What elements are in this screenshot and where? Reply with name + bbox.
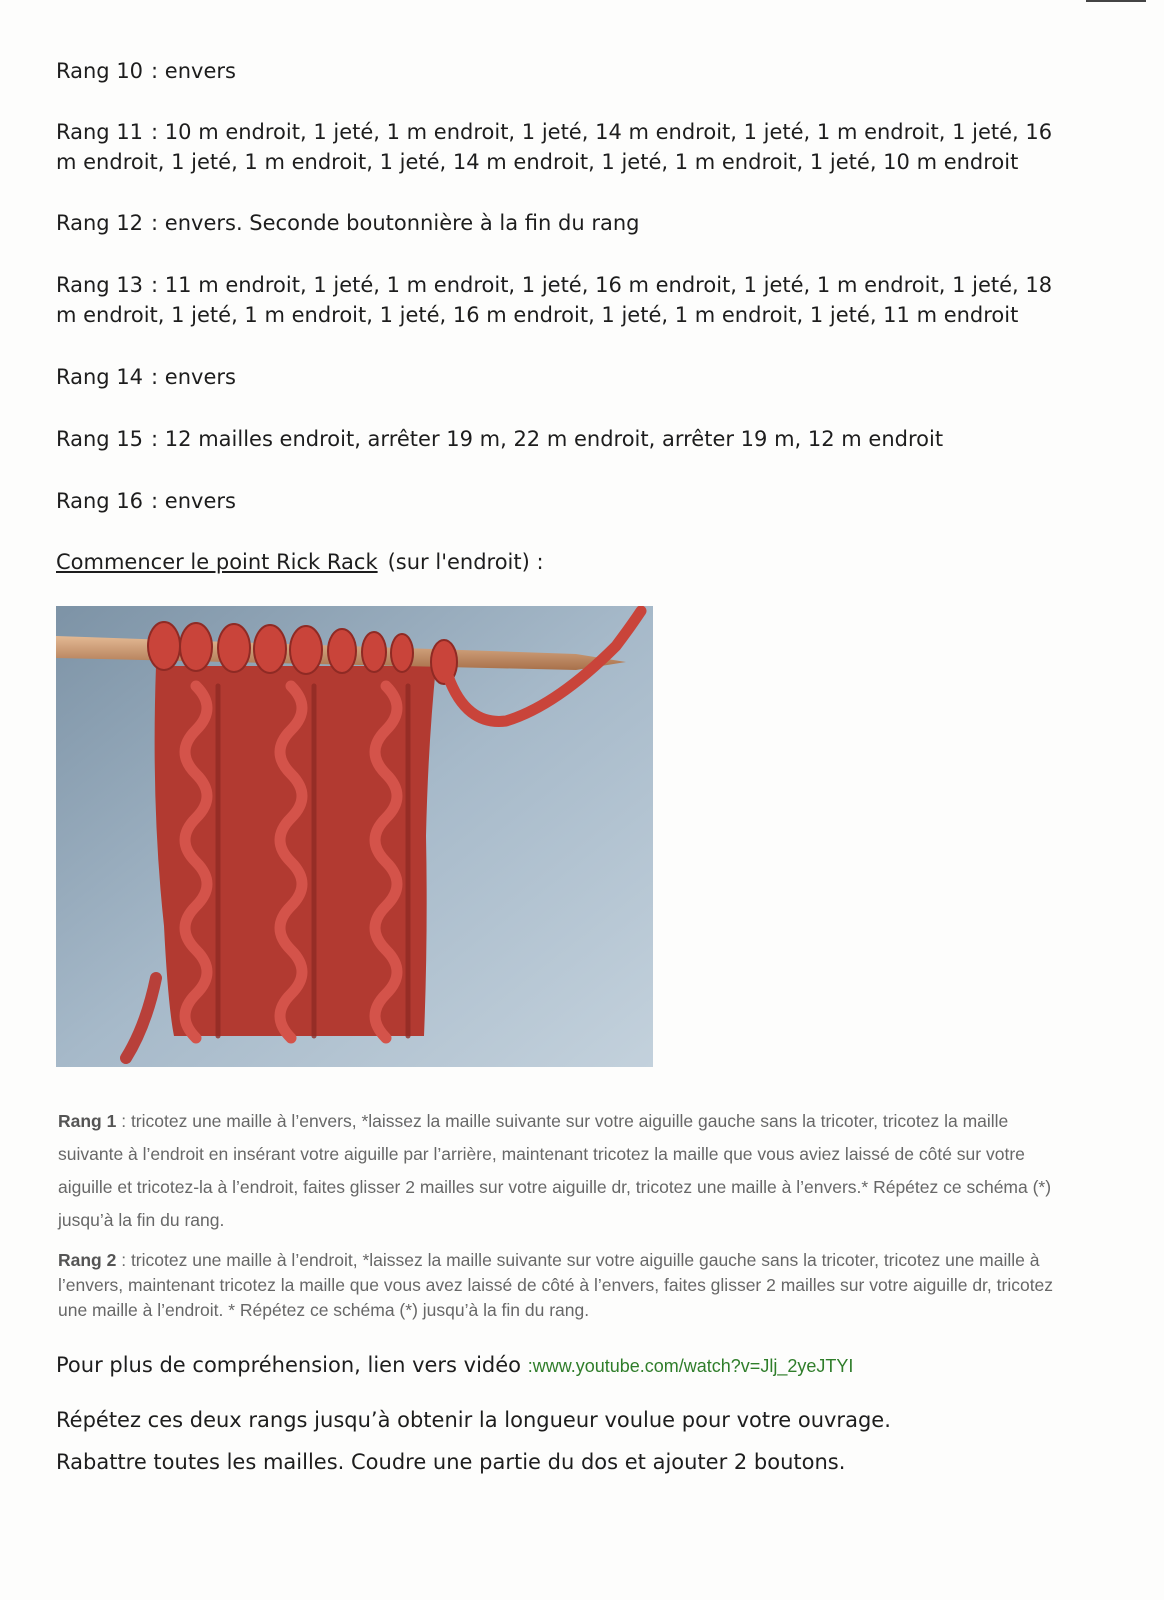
rang-1-instructions bbox=[58, 1105, 1078, 1237]
row-14 bbox=[56, 362, 1066, 392]
row-15 bbox=[56, 424, 1066, 454]
video-reference bbox=[56, 1350, 853, 1381]
row-11 bbox=[56, 117, 1066, 177]
instruction-label: Rang 2 bbox=[58, 1250, 117, 1270]
video-intro: Pour plus de compréhension, lien vers vidéo bbox=[56, 1353, 528, 1377]
instruction-text: : tricotez une maille à l’endroit, *laissez la maille suivante sur votre aiguille gauche sans la tricoter, tricotez une maille à l’envers, maintenant tricotez la maille que vous avez laissé de côté à l’envers, faites glisser 2 mailles sur votre aiguille dr, tricotez une maille à l’endroit. * Répétez ce schéma (*) jusqu’à la fin du rang. bbox=[58, 1250, 1054, 1320]
row-16 bbox=[56, 486, 1066, 516]
closing-line-1: Répétez ces deux rangs jusqu’à obtenir la longueur voulue pour votre ouvrage. bbox=[56, 1408, 891, 1432]
section-title: Commencer le point Rick Rack bbox=[56, 550, 378, 574]
rang-2-instructions bbox=[58, 1248, 1078, 1323]
instruction-text: : tricotez une maille à l’envers, *laissez la maille suivante sur votre aiguille gauche sans la tricoter, tricotez la maille suivante à l’endroit en insérant votre aiguille par l’arrière, maintenant tricotez la maille que vous aviez laissé de côté sur votre aiguille et tricotez-la à l’endroit, faites glisser 2 mailles sur votre aiguille dr, tricotez une maille à l’envers.* Répétez ce schéma (*) jusqu’à la fin du rang. bbox=[58, 1111, 1052, 1230]
instruction-label: Rang 1 bbox=[58, 1111, 117, 1131]
knitted-swatch-illustration bbox=[56, 606, 653, 1067]
row-label: Rang 10 bbox=[56, 59, 144, 83]
row-text: : 12 mailles endroit, arrêter 19 m, 22 m endroit, arrêter 19 m, 12 m endroit bbox=[151, 427, 944, 451]
row-label: Rang 14 bbox=[56, 365, 144, 389]
scan-edge-mark bbox=[1086, 0, 1146, 2]
row-13 bbox=[56, 270, 1066, 330]
stitch-section-heading bbox=[56, 547, 544, 577]
row-text: : envers bbox=[151, 365, 236, 389]
row-label: Rang 11 bbox=[56, 120, 144, 144]
section-note: (sur l'endroit) : bbox=[387, 550, 544, 574]
row-10 bbox=[56, 56, 1066, 86]
row-label: Rang 15 bbox=[56, 427, 144, 451]
row-12 bbox=[56, 208, 1066, 238]
row-text: : 11 m endroit, 1 jeté, 1 m endroit, 1 jeté, 16 m endroit, 1 jeté, 1 m endroit, 1 jeté, 18 m endroit, 1 jeté, 1 m endroit, 1 jeté, 16 m endroit, 1 jeté, 1 m endroit, 1 jeté, 11 m endroit bbox=[56, 273, 1053, 327]
row-text: : envers bbox=[151, 59, 236, 83]
row-text: : envers bbox=[151, 489, 236, 513]
row-label: Rang 12 bbox=[56, 211, 144, 235]
closing-line-2: Rabattre toutes les mailles. Coudre une partie du dos et ajouter 2 boutons. bbox=[56, 1450, 846, 1474]
row-text: : 10 m endroit, 1 jeté, 1 m endroit, 1 jeté, 14 m endroit, 1 jeté, 1 m endroit, 1 jeté, 16 m endroit, 1 jeté, 1 m endroit, 1 jeté, 14 m endroit, 1 jeté, 1 m endroit, 1 jeté, 10 m endroit bbox=[56, 120, 1053, 174]
video-link[interactable]: :www.youtube.com/watch?v=Jlj_2yeJTYI bbox=[527, 1356, 854, 1376]
row-label: Rang 13 bbox=[56, 273, 144, 297]
rick-rack-stitch-photo bbox=[56, 606, 653, 1067]
row-label: Rang 16 bbox=[56, 489, 144, 513]
row-text: : envers. Seconde boutonnière à la fin du rang bbox=[151, 211, 640, 235]
